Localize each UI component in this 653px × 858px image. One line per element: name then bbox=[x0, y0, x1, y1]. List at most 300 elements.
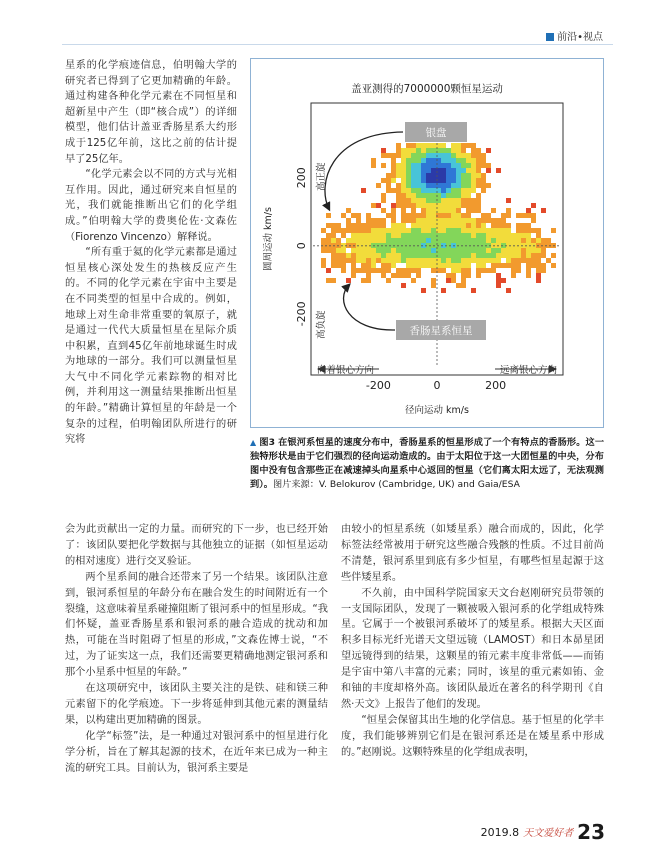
heatmap-cell bbox=[341, 248, 346, 253]
heatmap-cell bbox=[326, 268, 331, 273]
heatmap-cell bbox=[396, 228, 401, 233]
heatmap-cell bbox=[401, 188, 406, 193]
heatmap-cell bbox=[396, 268, 401, 273]
heatmap-cell bbox=[466, 188, 471, 193]
heatmap-cell bbox=[506, 228, 511, 233]
heatmap-cell bbox=[371, 223, 376, 228]
heatmap-cell bbox=[481, 223, 486, 228]
heatmap-cell bbox=[426, 203, 431, 208]
heatmap-cell bbox=[396, 173, 401, 178]
heatmap-cell bbox=[451, 178, 456, 183]
heatmap-cell bbox=[421, 173, 426, 178]
heatmap-cell bbox=[421, 143, 426, 148]
heatmap-cell bbox=[471, 228, 476, 233]
heatmap-cell bbox=[506, 258, 511, 263]
heatmap-cell bbox=[476, 168, 481, 173]
heatmap-cell bbox=[421, 163, 426, 168]
heatmap-cell bbox=[496, 233, 501, 238]
heatmap-cell bbox=[466, 258, 471, 263]
heatmap-cell bbox=[326, 278, 331, 283]
heatmap-cell bbox=[481, 263, 486, 268]
heatmap-cell bbox=[381, 223, 386, 228]
heatmap-cell bbox=[451, 223, 456, 228]
heatmap-cell bbox=[476, 178, 481, 183]
heatmap-cell bbox=[456, 153, 461, 158]
heatmap-cell bbox=[476, 223, 481, 228]
heatmap-cell bbox=[386, 278, 391, 283]
heatmap-cell bbox=[446, 178, 451, 183]
heatmap-cell bbox=[391, 158, 396, 163]
heatmap-cell bbox=[476, 218, 481, 223]
heatmap-cell bbox=[421, 158, 426, 163]
heatmap-cell bbox=[391, 263, 396, 268]
heatmap-cell bbox=[491, 238, 496, 243]
heatmap-cell bbox=[401, 248, 406, 253]
heatmap-cell bbox=[421, 153, 426, 158]
heatmap-cell bbox=[381, 248, 386, 253]
paragraph: 两个星系间的融合还带来了另一个结果。该团队注意到，银河系恒星的年龄分布在融合发生的时间附近有一个裂缝，这意味着星系碰撞阻断了银河系中的恒星形成。“我们怀疑，盖亚香肠星系和银河系的融合造成的扰动和加热，可能在当时阻碍了恒星的形成，”文森佐博士说，“不过，为了证实这一点，我们还需要更精确地测定银河系和那个小星系中恒星的年龄。” bbox=[65, 571, 328, 679]
heatmap-cell bbox=[451, 198, 456, 203]
heatmap-cell bbox=[456, 233, 461, 238]
heatmap-cell bbox=[511, 248, 516, 253]
heatmap-cell bbox=[521, 258, 526, 263]
heatmap-cell bbox=[536, 278, 541, 283]
heatmap-cell bbox=[371, 163, 376, 168]
heatmap-cell bbox=[366, 278, 371, 283]
heatmap-cell bbox=[351, 213, 356, 218]
caption-label: 图3 bbox=[259, 437, 276, 448]
heatmap-cell bbox=[426, 148, 431, 153]
heatmap-cell bbox=[416, 263, 421, 268]
heatmap-cell bbox=[431, 248, 436, 253]
heatmap-cell bbox=[506, 213, 511, 218]
heatmap-cell bbox=[416, 178, 421, 183]
heatmap-cell bbox=[481, 163, 486, 168]
heatmap-cell bbox=[411, 248, 416, 253]
heatmap-cell bbox=[361, 258, 366, 263]
heatmap-cell bbox=[531, 263, 536, 268]
heatmap-cell bbox=[431, 258, 436, 263]
heatmap-cell bbox=[441, 178, 446, 183]
heatmap-cell bbox=[546, 258, 551, 263]
heatmap-cell bbox=[451, 168, 456, 173]
heatmap-cell bbox=[461, 158, 466, 163]
heatmap-cell bbox=[426, 263, 431, 268]
heatmap-cell bbox=[391, 218, 396, 223]
heatmap-cell bbox=[356, 213, 361, 218]
heatmap-cell bbox=[476, 198, 481, 203]
heatmap-cell bbox=[456, 183, 461, 188]
heatmap-cell bbox=[416, 268, 421, 273]
paragraph: 化学“标签”法，是一种通过对银河系中的恒星进行化学分析，旨在了解其起源的技术，在近年来已成为一种主流的研究工具。目前认为，银河系主要是 bbox=[65, 730, 328, 774]
heatmap-cell bbox=[426, 178, 431, 183]
heatmap-cell bbox=[466, 273, 471, 278]
heatmap-cell bbox=[466, 183, 471, 188]
heatmap-cell bbox=[496, 273, 501, 278]
heatmap-cell bbox=[446, 183, 451, 188]
heatmap-cell bbox=[466, 158, 471, 163]
heatmap-cell bbox=[446, 278, 451, 283]
heatmap-cell bbox=[426, 193, 431, 198]
heatmap-cell bbox=[331, 238, 336, 243]
heatmap-cell bbox=[446, 153, 451, 158]
heatmap-cell bbox=[431, 168, 436, 173]
heatmap-cell bbox=[381, 258, 386, 263]
heatmap-cell bbox=[496, 283, 501, 288]
heatmap-cell bbox=[321, 263, 326, 268]
heatmap-cell bbox=[526, 248, 531, 253]
heatmap-cell bbox=[401, 273, 406, 278]
heatmap-cell bbox=[346, 253, 351, 258]
heatmap-cell bbox=[411, 208, 416, 213]
heatmap-cell bbox=[386, 213, 391, 218]
heatmap-cell bbox=[526, 268, 531, 273]
heatmap-cell bbox=[426, 208, 431, 213]
heatmap-cell bbox=[406, 263, 411, 268]
heatmap-cell bbox=[461, 178, 466, 183]
heatmap-cell bbox=[361, 223, 366, 228]
heatmap-cell bbox=[461, 143, 466, 148]
heatmap-cell bbox=[441, 218, 446, 223]
heatmap-cell bbox=[391, 258, 396, 263]
heatmap-cell bbox=[331, 223, 336, 228]
heatmap-cell bbox=[361, 253, 366, 258]
heatmap-cell bbox=[506, 248, 511, 253]
paragraph: 在这项研究中，该团队主要关注的是铁、硅和镁三种元素留下的化学痕迹。下一步将延伸到其他元素的测量结果，以构建出更加精确的图景。 bbox=[65, 683, 328, 726]
heatmap-cell bbox=[441, 248, 446, 253]
heatmap-cell bbox=[391, 223, 396, 228]
heatmap-cell bbox=[341, 228, 346, 233]
heatmap-cell bbox=[431, 193, 436, 198]
heatmap-cell bbox=[426, 173, 431, 178]
heatmap-cell bbox=[476, 208, 481, 213]
paragraph: “所有重于氦的化学元素都是通过恒星核心深处发生的热核反应产生的。不同的化学元素在宇宙中主要是在不同类型的恒星中合成的。例如，地球上对生命非常重要的氧原子，就是通过一代代大质量恒星在星际介质中积累，直到45亿年前地球诞生时成为地球的一部分。我们可以测量恒星大气中不同化学元素踪物的相对比例，并利用这一测量结果推断出恒星的年龄。”精确计算恒星的年龄是一个复杂的过程，伯明翰团队所进行的研究将 bbox=[65, 247, 237, 446]
heatmap-cell bbox=[386, 263, 391, 268]
heatmap-cell bbox=[351, 248, 356, 253]
heatmap-cell bbox=[501, 213, 506, 218]
heatmap-cell bbox=[406, 218, 411, 223]
heatmap-cell bbox=[476, 203, 481, 208]
paragraph: “恒星会保留其出生地的化学信息。基于恒星的化学丰度，我们能够辨别它们是在银河系还是在矮星系中形成的。”赵刚说。这颗特殊星的化学组成表明， bbox=[341, 714, 604, 758]
heatmap-cell bbox=[431, 268, 436, 273]
heatmap-cell bbox=[406, 258, 411, 263]
heatmap-cell bbox=[406, 253, 411, 258]
y-axis-label: 圆周运动 km/s bbox=[263, 207, 274, 271]
heatmap-cell bbox=[486, 248, 491, 253]
heatmap-cell bbox=[381, 218, 386, 223]
heatmap-cell bbox=[396, 248, 401, 253]
heatmap-cell bbox=[416, 173, 421, 178]
heatmap-cell bbox=[486, 163, 491, 168]
heatmap-cell bbox=[536, 238, 541, 243]
heatmap-cell bbox=[506, 208, 511, 213]
heatmap-cell bbox=[446, 258, 451, 263]
heatmap-cell bbox=[351, 228, 356, 233]
paragraph: 不久前，由中国科学院国家天文台赵刚研究员带领的一支国际团队，发现了一颗被吸入银河系的化学组成特殊星。它属于一个被银河系破坏了的矮星系。根据大天区面积多目标光纤光谱天文望远镜（LAMOST）和日本昴星团望远镜得到的结果，这颗星的铕元素丰度非常低——而铕是宇宙中第八丰富的元素；同时，该星的重元素如铕、金和铀的丰度却格外高。该团队最近在著名的科学期刊《自然·天文》上报告了他们的发现。 bbox=[341, 587, 604, 710]
heatmap-cell bbox=[381, 273, 386, 278]
heatmap-cell bbox=[391, 273, 396, 278]
heatmap-cell bbox=[451, 143, 456, 148]
heatmap-cell bbox=[481, 268, 486, 273]
heatmap-cell bbox=[426, 238, 431, 243]
heatmap-cell bbox=[386, 233, 391, 238]
heatmap-cell bbox=[431, 283, 436, 288]
heatmap-cell bbox=[456, 193, 461, 198]
heatmap-cell bbox=[461, 168, 466, 173]
heatmap-cell bbox=[431, 198, 436, 203]
heatmap-cell bbox=[361, 238, 366, 243]
heatmap-cell bbox=[356, 228, 361, 233]
heatmap-cell bbox=[526, 223, 531, 228]
heatmap-cell bbox=[411, 163, 416, 168]
heatmap-cell bbox=[396, 168, 401, 173]
heatmap-cell bbox=[471, 183, 476, 188]
heatmap-cell bbox=[521, 223, 526, 228]
heatmap-cell bbox=[381, 263, 386, 268]
heatmap-cell bbox=[486, 168, 491, 173]
heatmap-cell bbox=[421, 183, 426, 188]
heatmap-cell bbox=[376, 268, 381, 273]
heatmap-cell bbox=[341, 258, 346, 263]
heatmap-cell bbox=[431, 178, 436, 183]
heatmap-cell bbox=[391, 188, 396, 193]
heatmap-cell bbox=[406, 193, 411, 198]
heatmap-cell bbox=[416, 228, 421, 233]
heatmap-cell bbox=[406, 173, 411, 178]
heatmap-cell bbox=[376, 233, 381, 238]
heatmap-cell bbox=[461, 233, 466, 238]
heatmap-cell bbox=[481, 173, 486, 178]
heatmap-cell bbox=[371, 233, 376, 238]
heatmap-cell bbox=[496, 253, 501, 258]
heatmap-cell bbox=[421, 233, 426, 238]
heatmap-cell bbox=[456, 203, 461, 208]
heatmap-cell bbox=[401, 193, 406, 198]
heatmap-cell bbox=[406, 268, 411, 273]
heatmap-cell bbox=[401, 223, 406, 228]
heatmap-cell bbox=[406, 168, 411, 173]
heatmap-cell bbox=[321, 238, 326, 243]
heatmap-cell bbox=[461, 278, 466, 283]
heatmap-cell bbox=[451, 228, 456, 233]
heatmap-cell bbox=[476, 153, 481, 158]
heatmap-cell bbox=[421, 218, 426, 223]
heatmap-cell bbox=[411, 228, 416, 233]
heatmap-cell bbox=[446, 263, 451, 268]
heatmap-cell bbox=[461, 193, 466, 198]
heatmap-cell bbox=[336, 228, 341, 233]
heatmap-cell bbox=[481, 238, 486, 243]
heatmap-cell bbox=[386, 183, 391, 188]
heatmap-cell bbox=[426, 198, 431, 203]
heatmap-cell bbox=[381, 228, 386, 233]
heatmap-cell bbox=[471, 208, 476, 213]
heatmap-cell bbox=[541, 263, 546, 268]
heatmap-cell bbox=[516, 228, 521, 233]
heatmap-cell bbox=[421, 178, 426, 183]
heatmap-cell bbox=[406, 273, 411, 278]
page-number: 23 bbox=[577, 820, 605, 844]
heatmap-cell bbox=[366, 228, 371, 233]
figure-caption bbox=[250, 436, 604, 492]
heatmap-cell bbox=[426, 218, 431, 223]
heatmap-cell bbox=[401, 258, 406, 263]
heatmap-cell bbox=[406, 203, 411, 208]
heatmap-cell bbox=[421, 203, 426, 208]
x-tick-label: 0 bbox=[433, 379, 441, 392]
heatmap-cell bbox=[396, 258, 401, 263]
heatmap-cell bbox=[471, 218, 476, 223]
heatmap-cell bbox=[451, 218, 456, 223]
heatmap-cell bbox=[476, 193, 481, 198]
heatmap-cell bbox=[451, 203, 456, 208]
heatmap-cell bbox=[486, 218, 491, 223]
heatmap-cell bbox=[461, 198, 466, 203]
heatmap-cell bbox=[321, 228, 326, 233]
heatmap-cell bbox=[516, 263, 521, 268]
y-tick-label: 0 bbox=[295, 242, 308, 250]
heatmap-cell bbox=[406, 248, 411, 253]
figure-frame bbox=[250, 58, 604, 428]
heatmap-cell bbox=[541, 268, 546, 273]
heatmap-cell bbox=[496, 168, 501, 173]
heatmap-cell bbox=[346, 223, 351, 228]
heatmap-cell bbox=[351, 233, 356, 238]
heatmap-cell bbox=[526, 238, 531, 243]
heatmap-cell bbox=[326, 223, 331, 228]
heatmap-cell bbox=[496, 218, 501, 223]
heatmap-cell bbox=[496, 228, 501, 233]
heatmap-cell bbox=[536, 253, 541, 258]
heatmap-cell bbox=[496, 278, 501, 283]
heatmap-cell bbox=[396, 253, 401, 258]
heatmap-cell bbox=[421, 213, 426, 218]
heatmap-cell bbox=[331, 253, 336, 258]
heatmap-cell bbox=[426, 213, 431, 218]
heatmap-cell bbox=[396, 198, 401, 203]
heatmap-cell bbox=[366, 238, 371, 243]
heatmap-cell bbox=[466, 253, 471, 258]
heatmap-cell bbox=[421, 238, 426, 243]
heatmap-cell bbox=[461, 248, 466, 253]
heatmap-cell bbox=[391, 248, 396, 253]
heatmap-cell bbox=[481, 183, 486, 188]
heatmap-cell bbox=[521, 213, 526, 218]
heatmap-cell bbox=[416, 213, 421, 218]
heatmap-cell bbox=[411, 188, 416, 193]
heatmap-cell bbox=[371, 248, 376, 253]
heatmap-cell bbox=[386, 268, 391, 273]
heatmap-cell bbox=[416, 203, 421, 208]
heatmap-cell bbox=[411, 278, 416, 283]
heatmap-cell bbox=[471, 173, 476, 178]
heatmap-cell bbox=[431, 233, 436, 238]
heatmap-cell bbox=[346, 208, 351, 213]
heatmap-cell bbox=[471, 198, 476, 203]
heatmap-cell bbox=[511, 273, 516, 278]
bottom-left-column bbox=[65, 522, 328, 777]
heatmap-cell bbox=[411, 233, 416, 238]
heatmap-cell bbox=[551, 253, 556, 258]
chart-title: 盖亚测得的7000000颗恒星运动 bbox=[351, 83, 503, 95]
section-tag bbox=[546, 28, 603, 43]
heatmap-cell bbox=[526, 213, 531, 218]
y-tick-label: -200 bbox=[295, 301, 308, 327]
heatmap-cell bbox=[421, 188, 426, 193]
heatmap-cell bbox=[411, 143, 416, 148]
heatmap-cell bbox=[336, 248, 341, 253]
heatmap-cell bbox=[426, 163, 431, 168]
heatmap-cell bbox=[391, 253, 396, 258]
heatmap-cell bbox=[516, 223, 521, 228]
heatmap-cell bbox=[431, 148, 436, 153]
heatmap-cell bbox=[536, 228, 541, 233]
heatmap-cell bbox=[391, 238, 396, 243]
heatmap-cell bbox=[441, 163, 446, 168]
heatmap-cell bbox=[456, 163, 461, 168]
heatmap-cell bbox=[486, 233, 491, 238]
heatmap-cell bbox=[421, 263, 426, 268]
heatmap-cell bbox=[491, 248, 496, 253]
heatmap-cell bbox=[366, 263, 371, 268]
retrograde-label: 高负旋 bbox=[316, 310, 327, 339]
heatmap-cell bbox=[491, 258, 496, 263]
paragraph: “化学元素会以不同的方式与光相互作用。因此，通过研究来自恒星的光，我们就能推断出它们的化学组成。”伯明翰大学的费奥伦佐·文森佐（Fiorenzo Vincenzo）解释说。 bbox=[65, 169, 237, 243]
arrow-right-text: 远离银心方向 bbox=[499, 365, 557, 376]
heatmap-cell bbox=[411, 263, 416, 268]
heatmap-cell bbox=[486, 183, 491, 188]
heatmap-cell bbox=[391, 233, 396, 238]
heatmap-cell bbox=[341, 263, 346, 268]
heatmap-cell bbox=[551, 228, 556, 233]
heatmap-cell bbox=[446, 218, 451, 223]
heatmap-cell bbox=[376, 203, 381, 208]
heatmap-cell bbox=[396, 143, 401, 148]
heatmap-cell bbox=[381, 233, 386, 238]
heatmap-cell bbox=[451, 188, 456, 193]
heatmap-cell bbox=[381, 238, 386, 243]
heatmap-cell bbox=[456, 208, 461, 213]
heatmap-cell bbox=[346, 218, 351, 223]
heatmap-cell bbox=[456, 198, 461, 203]
heatmap-cell bbox=[466, 198, 471, 203]
heatmap-cell bbox=[496, 248, 501, 253]
heatmap-cell bbox=[506, 288, 511, 293]
heatmap-cell bbox=[336, 253, 341, 258]
heatmap-cell bbox=[511, 268, 516, 273]
heatmap-cell bbox=[461, 238, 466, 243]
heatmap-cell bbox=[396, 273, 401, 278]
heatmap-cell bbox=[416, 193, 421, 198]
heatmap-cell bbox=[381, 208, 386, 213]
heatmap-cell bbox=[516, 233, 521, 238]
heatmap-cell bbox=[391, 178, 396, 183]
heatmap-cell bbox=[376, 258, 381, 263]
heatmap-cell bbox=[536, 248, 541, 253]
heatmap-cell bbox=[466, 218, 471, 223]
heatmap-cell bbox=[396, 238, 401, 243]
heatmap-cell bbox=[461, 148, 466, 153]
heatmap-cell bbox=[476, 263, 481, 268]
heatmap-cell bbox=[336, 258, 341, 263]
heatmap-cell bbox=[441, 268, 446, 273]
heatmap-cell bbox=[521, 238, 526, 243]
heatmap-cell bbox=[366, 268, 371, 273]
heatmap-cell bbox=[471, 143, 476, 148]
heatmap-cell bbox=[406, 158, 411, 163]
heatmap-cell bbox=[476, 253, 481, 258]
disk-label: 银盘 bbox=[425, 127, 447, 139]
